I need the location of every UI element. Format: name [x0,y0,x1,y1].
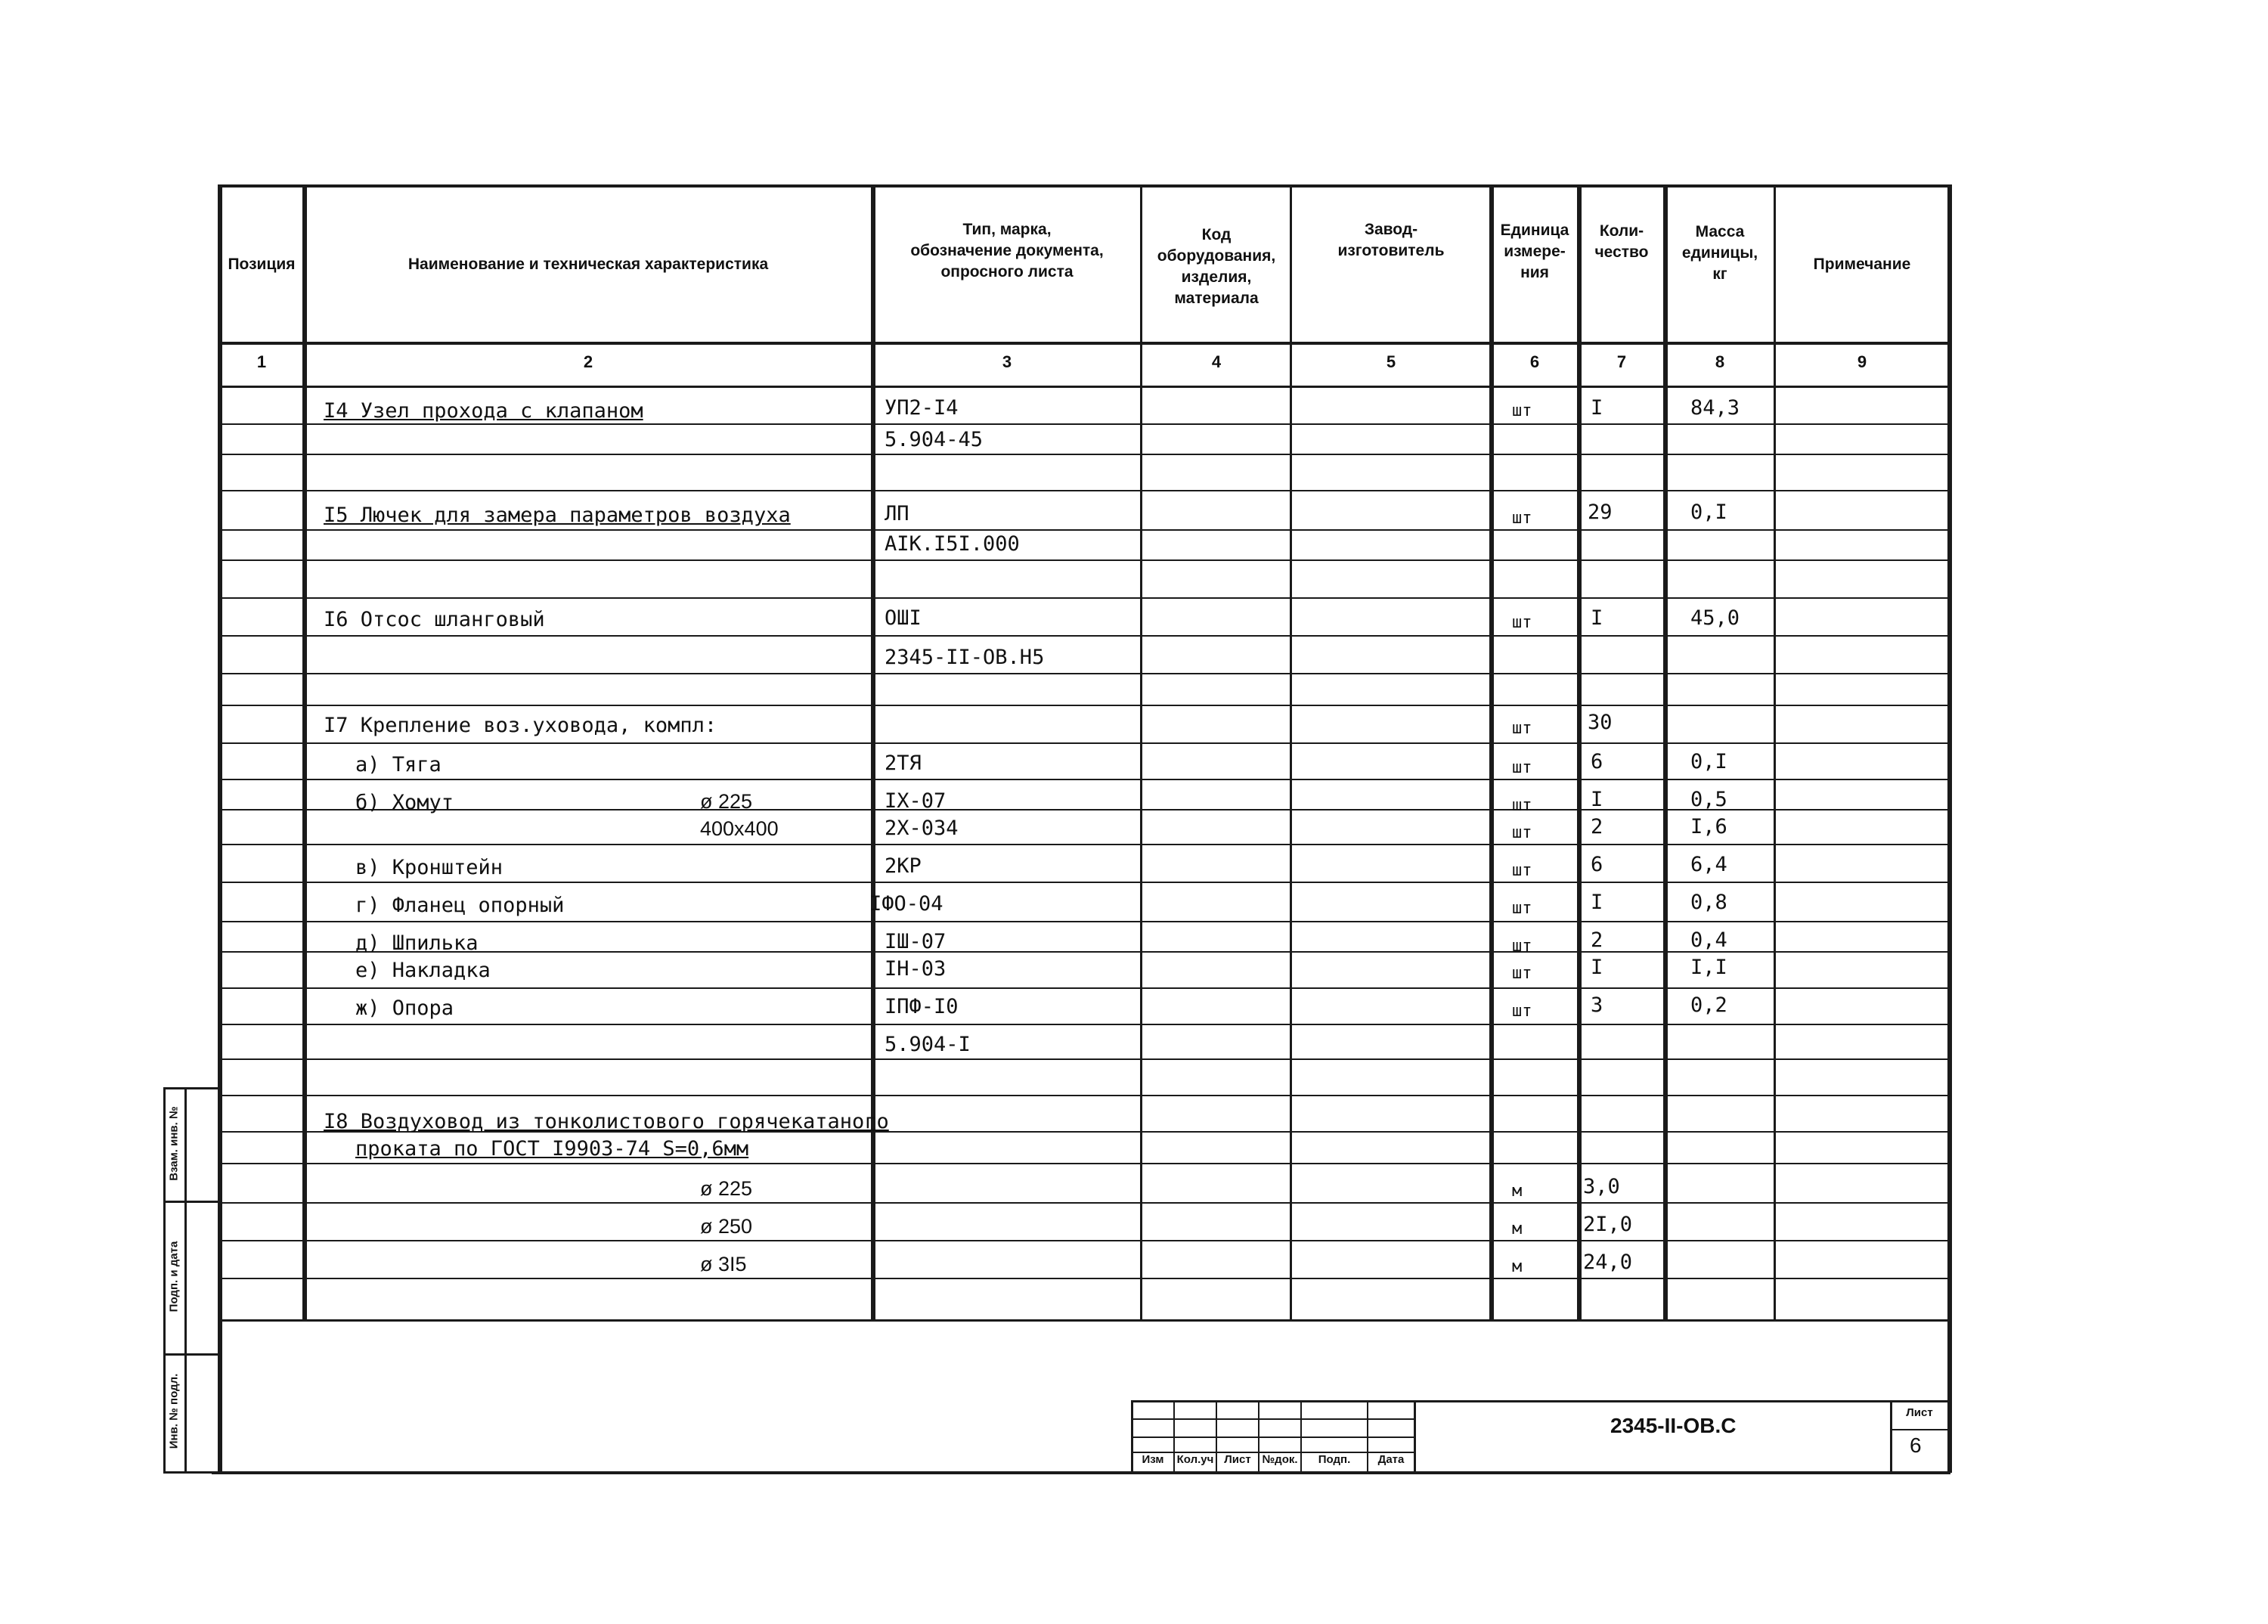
item-unit: шт [1512,613,1532,632]
col-number: 8 [1715,352,1725,371]
item-unit: шт [1512,758,1532,777]
item-unit: шт [1512,1002,1532,1021]
item-type: AIK.I5I.000 [885,532,1020,556]
item-qty: 30 [1588,711,1613,734]
row-separator [219,673,1950,674]
item-qty: I [1591,891,1603,914]
item-qty: 24,0 [1583,1251,1633,1274]
row-separator [219,423,1950,425]
item-qty: I [1591,956,1603,979]
item-unit: шт [1512,823,1532,842]
row-separator [219,1240,1950,1241]
item-mass: 45,0 [1690,606,1740,630]
item-type: 5.904-I [885,1033,971,1056]
item-mass: I,I [1690,956,1727,979]
item-name: б) Хомут [355,791,454,814]
item-unit: м [1512,1220,1523,1238]
item-size: ø 225 [700,1177,753,1200]
row-separator [219,705,1950,706]
item-mass: 0,5 [1690,788,1727,811]
side-stamp-label: Взам. инв. № [167,1106,181,1181]
item-qty: 6 [1591,750,1603,773]
item-type: IШ-07 [885,930,947,953]
item-unit: м [1512,1182,1523,1201]
header-manufacturer: Завод- изготовитель [1337,221,1445,259]
sheet-number: 6 [1910,1433,1922,1457]
header-mass: Масса единицы, кг [1681,223,1758,283]
item-name: I8 Воздуховод из тонколистового горячекатаного [324,1110,889,1133]
item-type: 5.904-45 [885,428,984,451]
title-block-col: Дата [1377,1453,1405,1466]
row-separator [219,597,1950,599]
item-name: I4 Узел прохода с клапаном [324,399,643,423]
item-qty: 29 [1588,501,1613,524]
title-block-col: Подп. [1318,1453,1351,1466]
item-unit: шт [1512,719,1532,738]
item-name: I7 Крепление воз.уховода, компл: [324,714,717,737]
col-number: 1 [256,352,267,371]
item-type: ОШI [885,606,922,630]
item-name: в) Кронштейн [355,856,503,879]
row-separator [219,635,1950,637]
header-unit: Единица измере- ния [1500,222,1569,281]
row-separator [219,742,1950,744]
item-size: 400х400 [700,817,779,840]
col-number: 6 [1529,352,1540,371]
item-type: 2Х-034 [885,817,959,840]
item-qty: 3,0 [1583,1175,1620,1198]
header-type: Тип, марка, обозначение документа, опросного листа [910,221,1104,280]
item-name: д) Шпилька [355,931,479,955]
row-separator [219,1024,1950,1025]
item-mass: 0,2 [1690,993,1727,1017]
item-unit: шт [1512,964,1532,983]
item-name: I6 Отсос шланговый [324,608,545,631]
title-block-col: №док. [1262,1453,1298,1466]
col-number: 5 [1386,352,1396,371]
item-type: ЛП [885,502,909,525]
header-code: Код оборудования, изделия, материала [1157,226,1276,307]
row-separator [219,921,1950,922]
item-qty: 3 [1591,993,1603,1017]
header-note: Примечание [1813,256,1911,273]
item-type: IФО-04 [869,892,943,916]
row-separator [219,1095,1950,1096]
header-quantity: Коли- чество [1594,222,1649,261]
item-unit: шт [1512,401,1532,420]
header-position: Позиция [228,256,296,273]
item-name: а) Тяга [355,753,442,776]
col-number: 9 [1857,352,1867,371]
item-type: IПФ-I0 [885,995,959,1018]
item-type: IХ-07 [885,789,947,813]
row-separator [219,779,1950,780]
sheet-label: Лист [1906,1406,1933,1419]
item-qty: 2I,0 [1583,1213,1633,1236]
item-size: ø 3I5 [700,1253,747,1275]
col-number: 7 [1616,352,1627,371]
title-block-col: Изм [1142,1453,1164,1466]
item-type: 2345-II-ОВ.Н5 [885,646,1045,669]
row-separator [219,1278,1950,1279]
side-stamp-label: Подп. и дата [167,1241,181,1313]
item-type: 2ТЯ [885,752,922,775]
item-qty: 2 [1591,928,1603,952]
row-separator [219,454,1950,455]
item-mass: 84,3 [1690,396,1740,420]
item-name: е) Накладка [355,959,491,982]
item-type: УП2-I4 [885,396,959,420]
title-block-col: Лист [1224,1453,1251,1466]
row-separator [219,987,1950,989]
item-name: ж) Опора [355,996,454,1020]
item-qty: I [1591,788,1603,811]
item-mass: I,6 [1690,815,1727,838]
row-separator [219,844,1950,845]
item-mass: 0,8 [1690,891,1727,914]
row-separator [219,559,1950,561]
item-name: I5 Лючек для замера параметров воздуха [324,504,791,527]
col-number: 4 [1211,352,1222,371]
item-mass: 0,I [1690,501,1727,524]
item-type: IН-03 [885,957,947,981]
item-unit: шт [1512,899,1532,918]
row-separator [219,882,1950,883]
item-qty: I [1591,396,1603,420]
item-qty: 6 [1591,853,1603,876]
item-unit: шт [1512,937,1532,956]
item-mass: 6,4 [1690,853,1727,876]
item-unit: шт [1512,861,1532,880]
title-block-col: Кол.уч [1176,1453,1214,1466]
side-stamp-label: Инв. № подл. [167,1373,181,1449]
row-separator [219,1202,1950,1204]
item-qty: 2 [1591,815,1603,838]
item-qty: I [1591,606,1603,630]
document-code: 2345-II-ОВ.С [1610,1414,1737,1437]
item-type: 2КР [885,854,922,878]
row-separator [219,529,1950,531]
col-number: 3 [1002,352,1012,371]
header-name: Наименование и техническая характеристика [407,256,769,273]
item-mass: 0,I [1690,750,1727,773]
item-name: г) Фланец опорный [355,894,565,917]
item-size: ø 225 [700,790,753,813]
item-name: проката по ГОСТ I9903-74 S=0,6мм [355,1137,749,1161]
item-unit: м [1512,1257,1523,1276]
item-mass: 0,4 [1690,928,1727,952]
row-separator [219,1163,1950,1164]
row-separator [219,490,1950,491]
item-unit: шт [1512,509,1532,528]
item-unit: шт [1512,796,1532,815]
item-size: ø 250 [700,1215,753,1238]
col-number: 2 [583,352,593,371]
row-separator [219,1058,1950,1060]
